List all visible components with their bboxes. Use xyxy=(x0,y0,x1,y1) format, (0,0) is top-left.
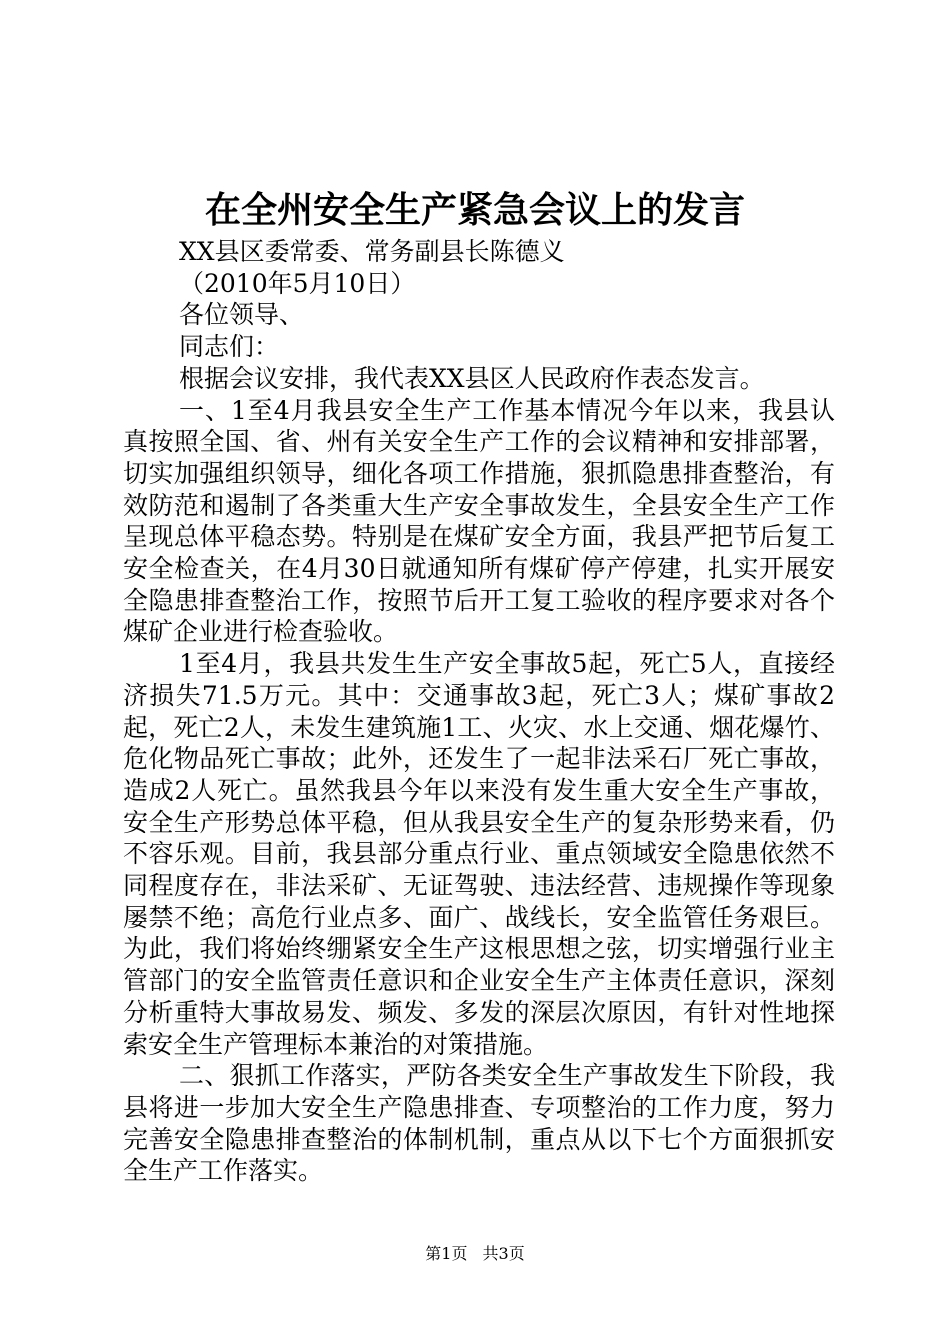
paragraph-section-two: 二、狠抓工作落实，严防各类安全生产事故发生下阶段，我县将进一步加大安全生产隐患排查、专项整治的工作力度，努力完善安全隐患排查整治的体制机制，重点从以下七个方面狠抓安全生产工作落实。 xyxy=(123,1061,835,1186)
page-number-current: 第1页 xyxy=(425,1244,468,1263)
speech-date: （2010年5月10日） xyxy=(179,268,416,298)
salutation-comrades: 同志们： xyxy=(179,332,280,362)
paragraph-accident-stats: 1至4月，我县共发生生产安全事故5起，死亡5人，直接经济损失71.5万元。其中：交通事故3起，死亡3人；煤矿事故2起，死亡2人，未发生建筑施1工、火灾、水上交通、烟花爆竹、危化物品死亡事故；此外，还发生了一起非法采石厂死亡事故，造成2人死亡。虽然我县今年以来没有发生重大安全生产事故，安全生产形势总体平稳，但从我县安全生产的复杂形势来看，仍不容乐观。目前，我县部分重点行业、重点领域安全隐患依然不同程度存在，非法采矿、无证驾驶、违法经营、违规操作等现象屡禁不绝；高危行业点多、面广、战线长，安全监管任务艰巨。为此，我们将始终绷紧安全生产这根思想之弦，切实增强行业主管部门的安全监管责任意识和企业安全生产主体责任意识，深刻分析重特大事故易发、频发、多发的深层次原因，有针对性地探索安全生产管理标本兼治的对策措施。 xyxy=(123,649,835,1059)
salutation-leaders: 各位领导、 xyxy=(179,300,305,330)
paragraph-section-one: 一、1至4月我县安全生产工作基本情况今年以来，我县认真按照全国、省、州有关安全生产工作的会议精神和安排部署，切实加强组织领导，细化各项工作措施，狠抓隐患排查整治，有效防范和遏制了各类重大生产安全事故发生，全县安全生产工作呈现总体平稳态势。特别是在煤矿安全方面，我县严把节后复工安全检查关，在4月30日就通知所有煤矿停产停建，扎实开展安全隐患排查整治工作，按照节后开工复工验收的程序要求对各个煤矿企业进行检查验收。 xyxy=(123,395,835,647)
paragraph-intro: 根据会议安排，我代表XX县区人民政府作表态发言。 xyxy=(179,363,765,393)
document-body xyxy=(123,236,835,1187)
byline: XX县区委常委、常务副县长陈德义 xyxy=(179,237,565,266)
page-footer xyxy=(0,1242,950,1266)
page-number-total: 共3页 xyxy=(482,1244,525,1263)
document-title: 在全州安全生产紧急会议上的发言 xyxy=(204,189,745,231)
